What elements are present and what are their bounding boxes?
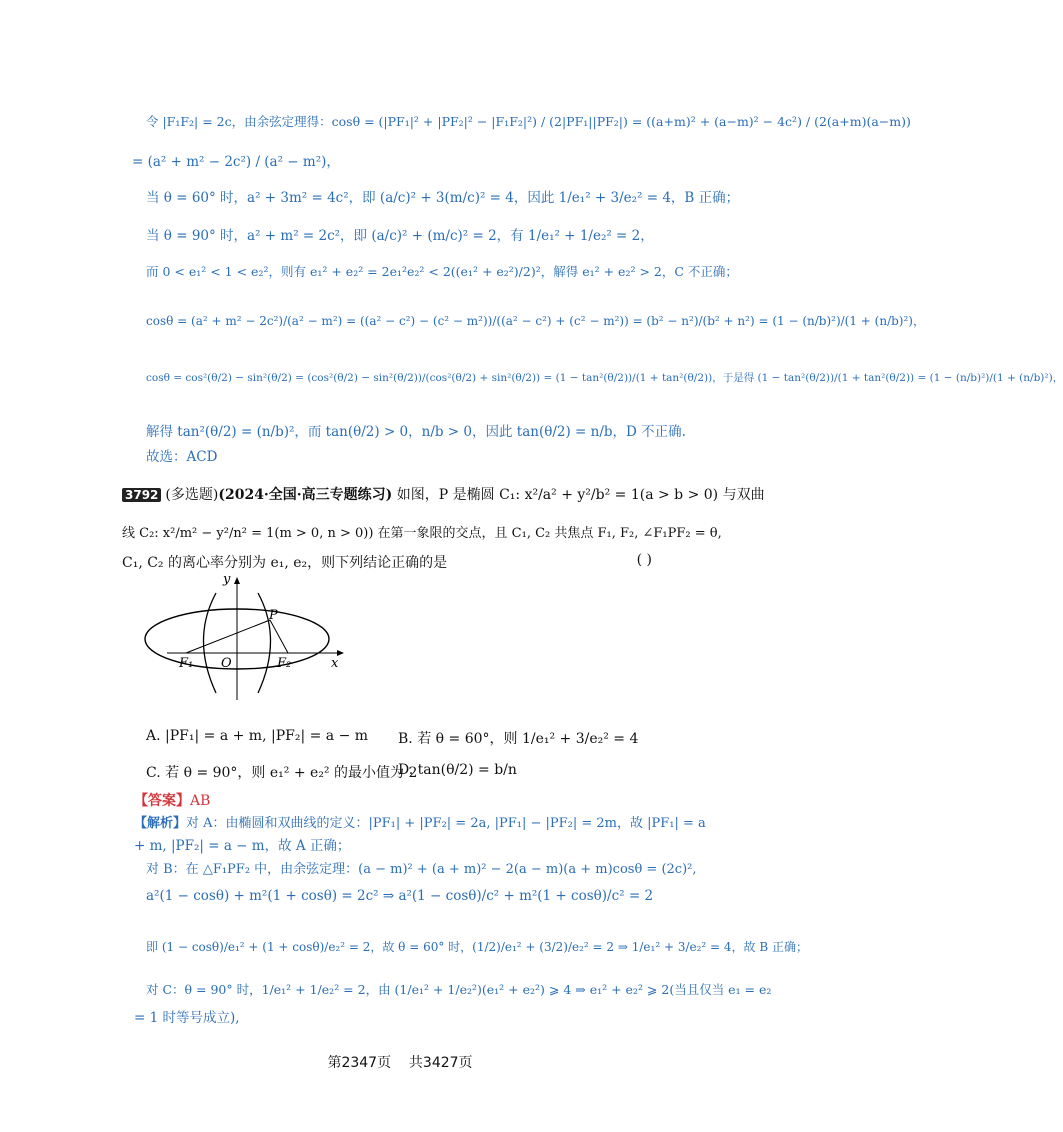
- question-line-2: 线 C₂: x²/m² − y²/n² = 1(m > 0, n > 0)) 在第一象限的交点，且 C₁, C₂ 共焦点 F₁, F₂, ∠F₁PF₂ = θ,: [122, 526, 722, 541]
- analysis-tag: 【解析】: [134, 816, 187, 831]
- option-a: A. |PF₁| = a + m, |PF₂| = a − m: [146, 728, 369, 744]
- solution-line-8: 解得 tan²(θ/2) = (n/b)²，而 tan(θ/2) > 0，n/b > 0，因此 tan(θ/2) = n/b，D 不正确.: [146, 424, 686, 440]
- label-p: P: [269, 608, 278, 623]
- label-x: x: [331, 656, 339, 671]
- question-line-3: C₁, C₂ 的离心率分别为 e₁, e₂，则下列结论正确的是: [122, 555, 448, 571]
- solution-line-7: cosθ = cos²(θ/2) − sin²(θ/2) = (cos²(θ/2) − sin²(θ/2))/(cos²(θ/2) + sin²(θ/2)) = (1 − tan²(θ/2))/(1 + tan²(θ/2))，于是得 (1 − tan²(θ/2))/(1 + tan²(θ/2)) = (1 − (n/b)²)/(1 + (n/b)²)，: [146, 372, 1063, 384]
- solution-line-6: cosθ = (a² + m² − 2c²)/(a² − m²) = ((a² − c²) − (c² − m²))/((a² − c²) + (c² − m²)) = (b² − n²)/(b² + n²) = (1 − (n/b)²)/(1 + (n/b)²)，: [146, 314, 925, 328]
- segment-pf2: [270, 620, 288, 653]
- analysis-line-3: 对 B：在 △F₁PF₂ 中，由余弦定理：(a − m)² + (a + m)² − 2(a − m)(a + m)cosθ = (2c)²,: [146, 862, 697, 877]
- question-type: (多选题): [165, 487, 219, 503]
- option-c: C. 若 θ = 90°，则 e₁² + e₂² 的最小值为 2: [146, 765, 418, 781]
- analysis-line-7: = 1 时等号成立),: [134, 1010, 240, 1026]
- question-text-1: 如图，P 是椭圆 C₁: x²/a² + y²/b² = 1(a > b > 0) 与双曲: [396, 487, 765, 503]
- answer-tag: 【答案】: [134, 793, 190, 809]
- solution-line-4: 当 θ = 90° 时，a² + m² = 2c²，即 (a/c)² + (m/c)² = 2，有 1/e₁² + 1/e₂² = 2，: [146, 228, 654, 244]
- solution-line-3: 当 θ = 60° 时，a² + 3m² = 4c²，即 (a/c)² + 3(m/c)² = 4，因此 1/e₁² + 3/e₂² = 4，B 正确；: [146, 190, 740, 206]
- hyperbola-left-branch: [204, 593, 217, 693]
- solution-line-5: 而 0 < e₁² < 1 < e₂²，则有 e₁² + e₂² = 2e₁²e₂² < 2((e₁² + e₂²)/2)²，解得 e₁² + e₂² > 2，C 不正确；: [146, 264, 738, 279]
- label-o: O: [221, 656, 232, 671]
- analysis-line-6: 对 C：θ = 90° 时，1/e₁² + 1/e₂² = 2，由 (1/e₁² + 1/e₂²)(e₁² + e₂²) ⩾ 4 ⇒ e₁² + e₂² ⩾ 2(当且仅当 e₁ = e₂: [146, 982, 772, 997]
- analysis-line-4: a²(1 − cosθ) + m²(1 + cosθ) = 2c² ⇒ a²(1 − cosθ)/c² + m²(1 + cosθ)/c² = 2: [146, 888, 654, 904]
- analysis-line-5: 即 (1 − cosθ)/e₁² + (1 + cosθ)/e₂² = 2，故 θ = 60° 时，(1/2)/e₁² + (3/2)/e₂² = 2 ⇒ 1/e₁² + 3/e₂² = 4，故 B 正确；: [146, 940, 808, 954]
- solution-line-9: 故选：ACD: [146, 449, 218, 465]
- segment-pf1: [186, 620, 270, 653]
- question-source: (2024·全国·高三专题练习): [218, 487, 393, 503]
- analysis-line-1: [134, 812, 720, 831]
- answer-paren: ( ): [636, 552, 652, 568]
- y-axis-arrow: [234, 577, 240, 584]
- solution-line-1: 令 |F₁F₂| = 2c，由余弦定理得：cosθ = (|PF₁|² + |PF₂|² − |F₁F₂|²) / (2|PF₁||PF₂|) = ((a+m)² + (a−m)² − 4c²) / (2(a+m)(a−m)): [146, 114, 911, 129]
- label-f1: F₁: [179, 656, 194, 671]
- solution-line-2: = (a² + m² − 2c²) / (a² − m²)，: [132, 154, 340, 170]
- analysis-line-2: + m, |PF₂| = a − m，故 A 正确；: [134, 838, 351, 854]
- ellipse-hyperbola-figure: [165, 572, 365, 705]
- total-pages: 共3427页: [408, 1055, 473, 1071]
- question-number: 3792: [122, 488, 161, 502]
- label-f2: F₂: [277, 656, 292, 671]
- page-number: 第2347页: [327, 1055, 392, 1071]
- option-d: D. tan(θ/2) = b/n: [398, 762, 517, 778]
- option-b: B. 若 θ = 60°，则 1/e₁² + 3/e₂² = 4: [398, 731, 639, 747]
- answer-line: [134, 790, 720, 810]
- page-footer: [0, 1052, 800, 1072]
- label-y: y: [223, 572, 231, 587]
- answer-value: AB: [190, 793, 211, 809]
- analysis-text-1: 对 A：由椭圆和双曲线的定义：|PF₁| + |PF₂| = 2a, |PF₁| − |PF₂| = 2m，故 |PF₁| = a: [186, 816, 706, 831]
- question-line-1: [122, 484, 765, 504]
